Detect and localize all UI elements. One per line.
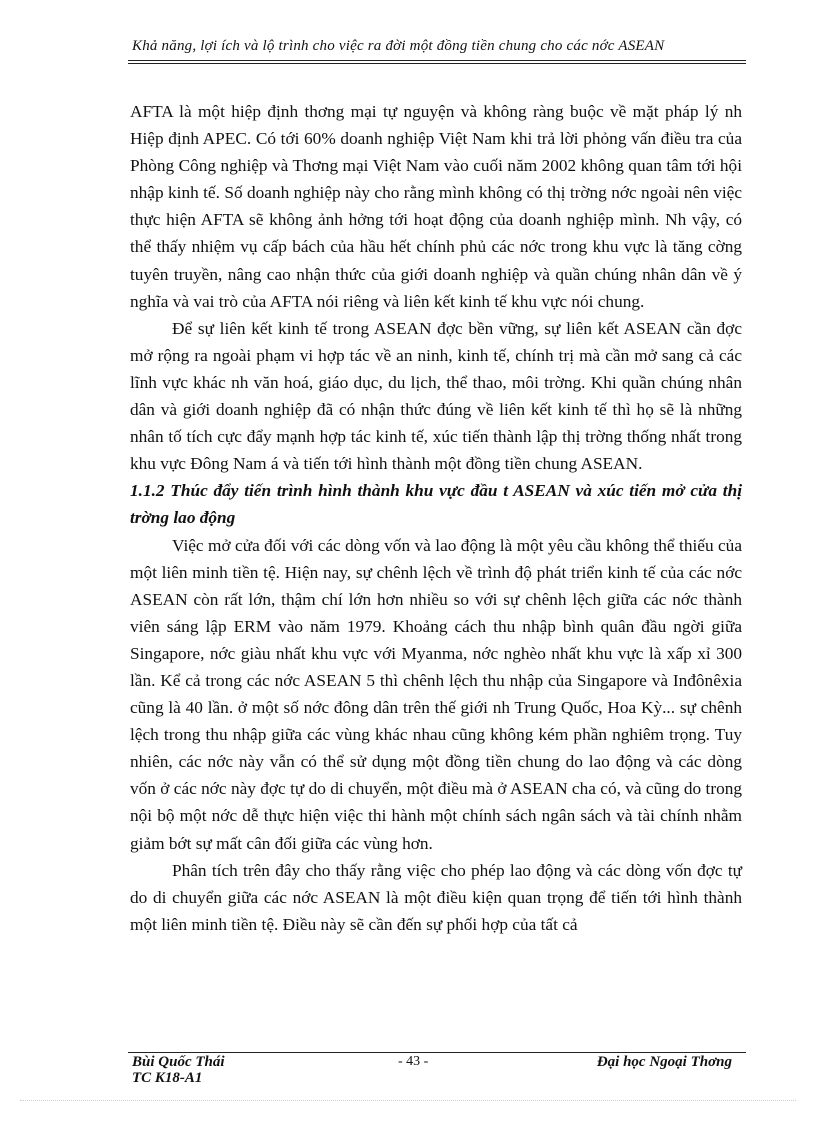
- body-text: [130, 98, 742, 938]
- section-heading: 1.1.2 Thúc đẩy tiến trình hình thành khu vực đầu t ASEAN và xúc tiến mở cửa thị trờng lao động: [130, 481, 742, 528]
- page-number: - 43 -: [398, 1054, 429, 1069]
- paragraph: Phân tích trên đây cho thấy rằng việc cho phép lao động và các dòng vốn đợc tự do di chuyển giữa các nớc ASEAN là một điều kiện quan trọng để tiến tới hình thành một liên minh tiền tệ. Điều này sẽ cần đến sự phối hợp của tất cả: [130, 860, 742, 934]
- footer-class: TC K18-A1: [132, 1070, 203, 1086]
- paragraph: AFTA là một hiệp định thơng mại tự nguyện và không ràng buộc về mặt pháp lý nh Hiệp định APEC. Có tới 60% doanh nghiệp Việt Nam khi trả lời phỏng vấn điều tra của Phòng Công nghiệp và Thơng mại Việt Nam vào cuối năm 2002 không quan tâm tới hội nhập kinh tế. Số doanh nghiệp này cho rằng mình không có thị trờng nớc ngoài nên việc thực hiện AFTA sẽ không ảnh hởng tới hoạt động của doanh nghiệp mình. Nh vậy, có thể thấy nhiệm vụ cấp bách của hầu hết chính phủ các nớc trong khu vực là tăng cờng tuyên truyền, nâng cao nhận thức của giới doanh nghiệp và quần chúng nhân dân về ý nghĩa và vai trò của AFTA nói riêng và liên kết kinh tế khu vực nói chung.: [130, 102, 742, 311]
- paragraph: Để sự liên kết kinh tế trong ASEAN đợc bền vững, sự liên kết ASEAN cần đợc mở rộng ra ngoài phạm vi hợp tác về an ninh, kinh tế, chính trị mà cần mở sang cả các lĩnh vực khác nh văn hoá, giáo dục, du lịch, thể thao, môi trờng. Khi quần chúng nhân dân và giới doanh nghiệp đã có nhận thức đúng về liên kết kinh tế thì họ sẽ là những nhân tố tích cực đẩy mạnh hợp tác kinh tế, xúc tiến thành lập thị trờng thống nhất trong khu vực Đông Nam á và tiến tới hình thành một đồng tiền chung ASEAN.: [130, 318, 742, 474]
- footer-rule: [128, 1052, 746, 1053]
- paragraph: Việc mở cửa đối với các dòng vốn và lao động là một yêu cầu không thể thiếu của một liên minh tiền tệ. Hiện nay, sự chênh lệch về trình độ phát triển kinh tế của các nớc ASEAN còn rất lớn, thậm chí lớn hơn nhiều so với sự chênh lệch giữa các nớc thành viên sáng lập ERM vào năm 1979. Khoảng cách thu nhập bình quân đầu ngời giữa Singapore, nớc giàu nhất khu vực với Myanma, nớc nghèo nhất khu vực là xấp xỉ 300 lần. Kể cả trong các nớc ASEAN 5 thì chênh lệch thu nhập của Singapore và Inđônêxia cũng là 40 lần. ở một số nớc đông dân trên thế giới nh Trung Quốc, Hoa Kỳ... sự chênh lệch trong thu nhập giữa các vùng khác nhau cũng không kém phần nghiêm trọng. Tuy nhiên, các nớc này vẫn có thể sử dụng một đồng tiền chung do lao động và các dòng vốn ở các nớc này đợc tự do di chuyển, một điều mà ở ASEAN cha có, và cũng do trong nội bộ một nớc dễ thực hiện việc thi hành một chính sách ngân sách và tài chính nhằm giảm bớt sự mất cân đối giữa các vùng hơn.: [130, 535, 742, 853]
- footer-author: Bùi Quốc Thái: [132, 1054, 225, 1070]
- page-edge-dots: [20, 1100, 796, 1101]
- header-rule-secondary: [128, 63, 746, 64]
- footer-school: Đại học Ngoại Thơng: [596, 1054, 732, 1070]
- header-rule: [128, 60, 746, 61]
- running-header: Khả năng, lợi ích và lộ trình cho việc ra đời một đồng tiền chung cho các nớc ASEAN: [132, 38, 665, 54]
